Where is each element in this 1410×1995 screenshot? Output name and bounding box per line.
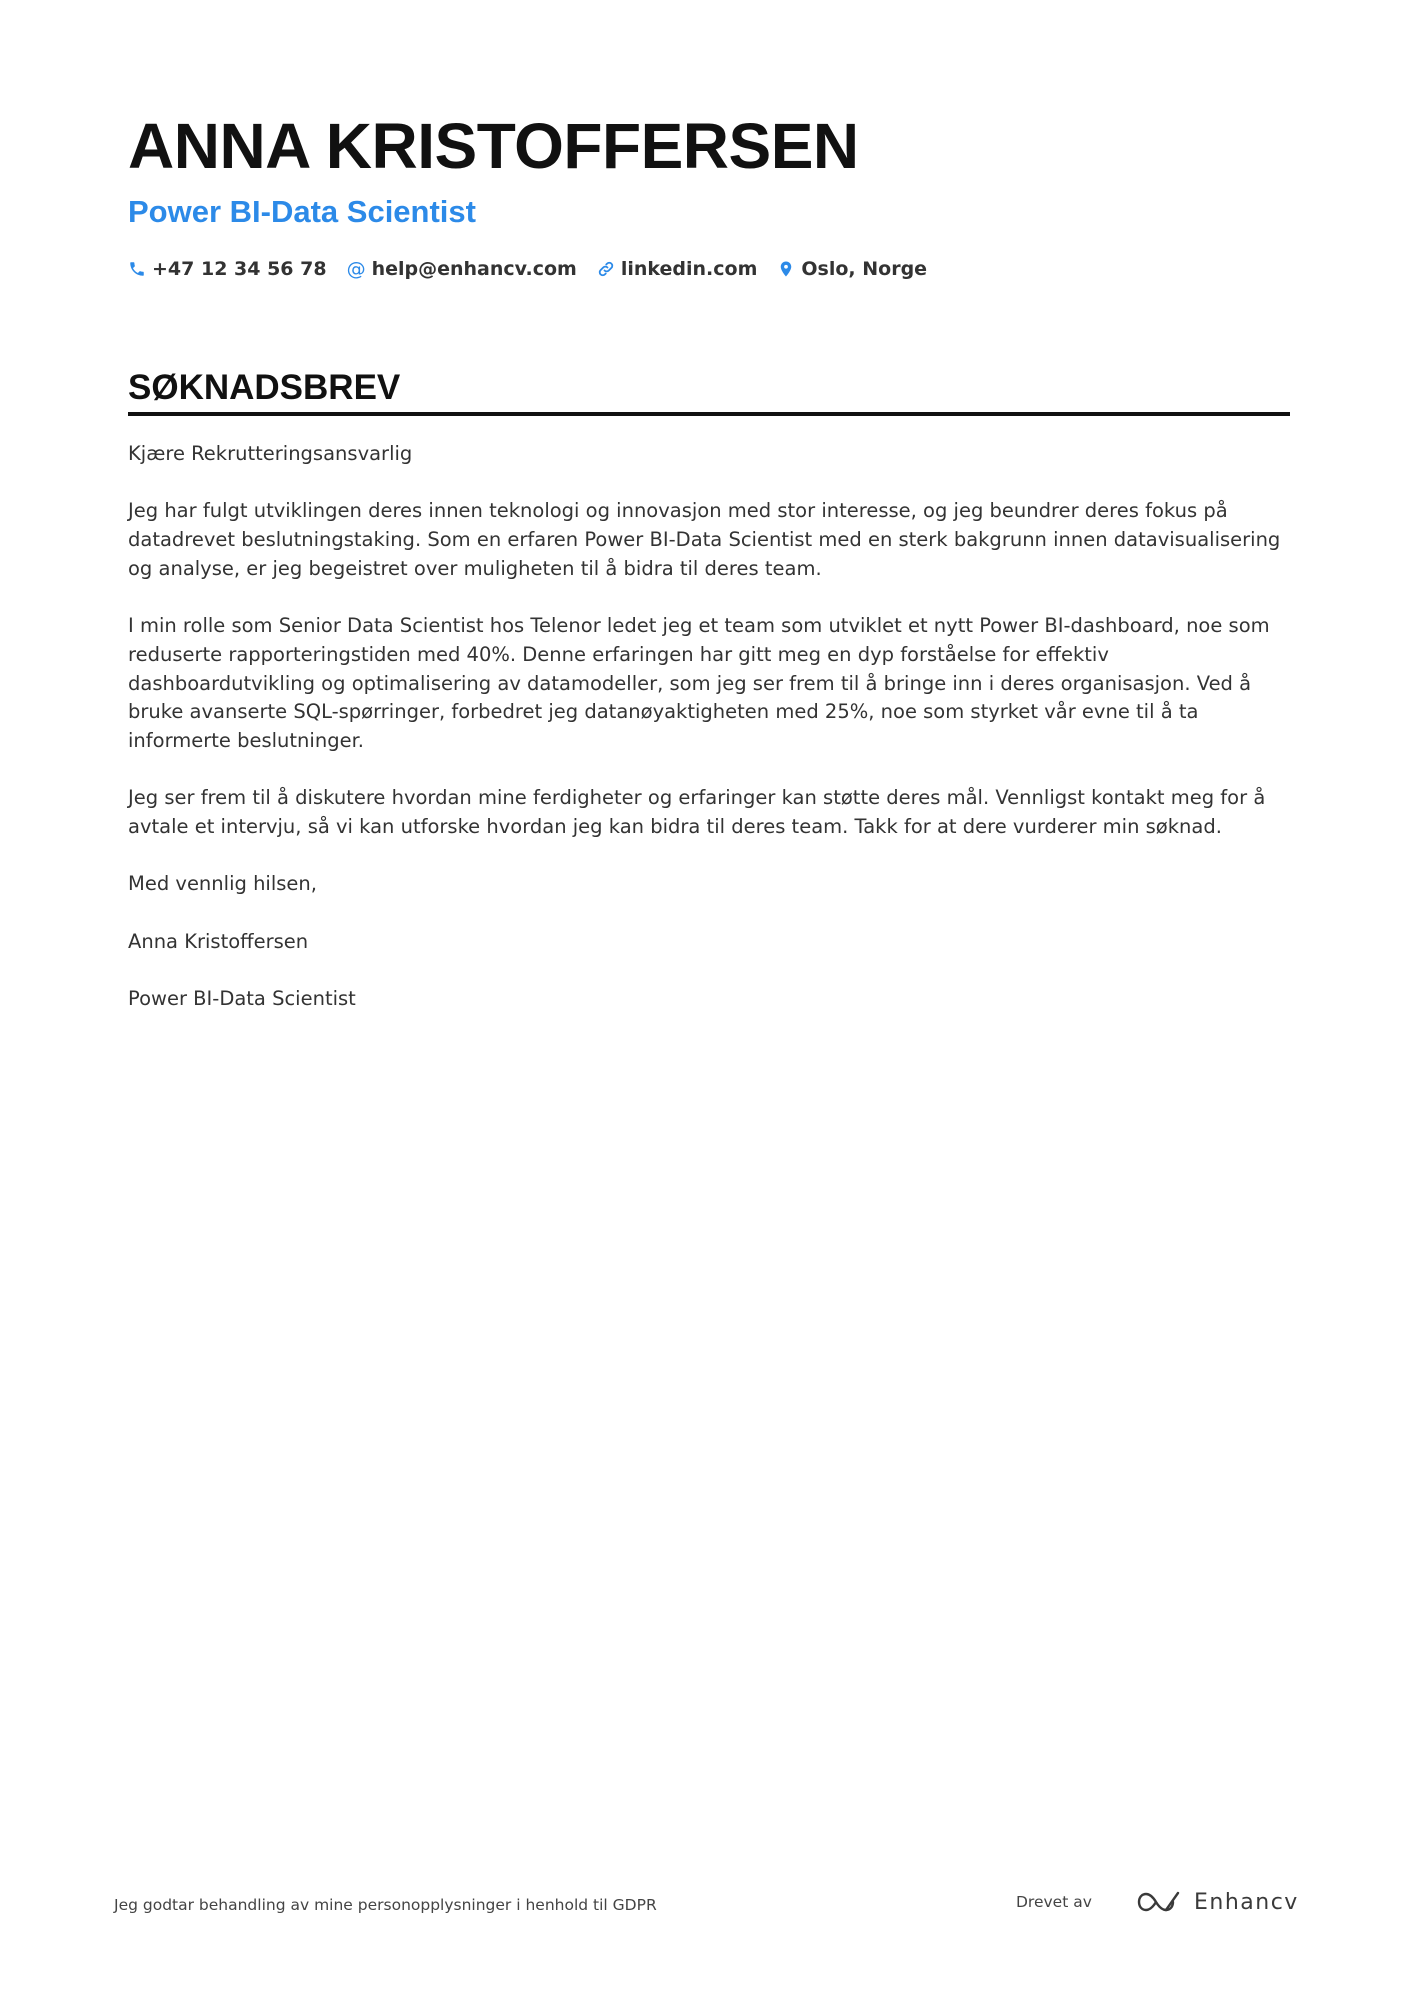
candidate-name: ANNA KRISTOFFERSEN (128, 110, 859, 182)
letter-body (128, 440, 1290, 1014)
resume-header (128, 108, 1288, 280)
cover-letter-section (128, 366, 1290, 1043)
signature-name: Anna Kristoffersen (128, 929, 309, 953)
email-text[interactable]: help@enhancv.com (371, 258, 577, 280)
letter-paragraph: Jeg ser frem til å diskutere hvordan mine ferdigheter og erfaringer kan støtte deres mål. Vennligst kontakt meg for å avtale et intervju, så vi kan utforske hvordan jeg kan bidra til deres team. Takk for at dere vurderer min søknad. (128, 786, 1266, 839)
letter-paragraph: I min rolle som Senior Data Scientist hos Telenor ledet jeg et team som utviklet et nytt Power BI-dashboard, noe som reduserte rapporteringstiden med 40%. Denne erfaringen har gitt meg en dyp forståelse for effektiv dashboardutvikling og optimalisering av datamodeller, som jeg ser frem til å bringe inn i deres organisasjon. Ved å bruke avanserte SQL-spørringer, forbedret jeg datanøyaktigheten med 25%, noe som styrket vår evne til å ta informerte beslutninger. (128, 614, 1270, 752)
location-pin-icon (777, 260, 795, 278)
contact-phone (128, 258, 327, 280)
letter-paragraph: Jeg har fulgt utviklingen deres innen teknologi og innovasjon med stor interesse, og jeg beundrer deres fokus på datadrevet beslutningstaking. Som en erfaren Power BI-Data Scientist med en sterk bakgrunn innen datavisualisering og analyse, er jeg begeistret over muligheten til å bidra til deres team. (128, 499, 1281, 580)
signature-title: Power BI-Data Scientist (128, 987, 356, 1011)
powered-by-label: Drevet av (1016, 1893, 1092, 1911)
contact-email[interactable] (347, 258, 577, 280)
contact-linkedin[interactable] (597, 258, 758, 280)
gdpr-consent-text: Jeg godtar behandling av mine personopplysninger i henhold til GDPR (114, 1896, 657, 1914)
letter-greeting: Kjære Rekrutteringsansvarlig (128, 442, 413, 465)
contact-location (777, 258, 927, 280)
candidate-title: Power BI-Data Scientist (128, 194, 476, 229)
at-icon: @ (346, 258, 366, 280)
enhancv-brand[interactable] (1136, 1882, 1299, 1922)
brand-name: Enhancv (1194, 1889, 1299, 1915)
linkedin-text[interactable]: linkedin.com (620, 258, 758, 280)
page-footer (114, 1882, 1299, 1922)
location-text: Oslo, Norge (801, 258, 928, 280)
contact-info (128, 258, 1288, 280)
phone-icon (128, 260, 146, 278)
phone-text: +47 12 34 56 78 (152, 258, 327, 280)
enhancv-logo-icon (1136, 1888, 1184, 1916)
section-title: SØKNADSBREV (128, 368, 401, 407)
link-icon (597, 260, 615, 278)
letter-closing: Med vennlig hilsen, (128, 872, 317, 896)
section-divider (128, 412, 1290, 416)
